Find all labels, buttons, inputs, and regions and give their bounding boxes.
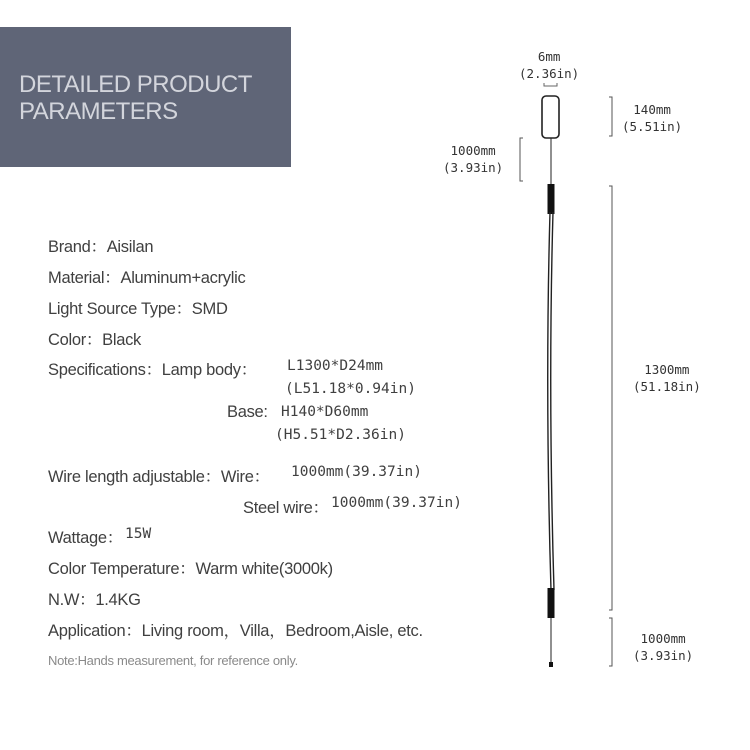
- canopy: [542, 96, 559, 138]
- bottom-wire-label: [633, 630, 693, 664]
- wire-length-mm: 1000mm: [450, 143, 496, 158]
- base-height-label: [622, 101, 682, 135]
- page-title-line2: PARAMETERS: [19, 98, 178, 125]
- base-height-in: (5.51in): [622, 119, 683, 134]
- spec-net-weight: N.W：1.4KG: [48, 591, 141, 609]
- spec-steel-wire-value: 1000mm(39.37in): [331, 495, 462, 511]
- body-length-in: (51.18in): [633, 379, 701, 394]
- spec-application: Application：Living room，Villa，Bedroom,Aisle, etc.: [48, 622, 423, 640]
- wire-length-in: (3.93in): [443, 160, 504, 175]
- spec-base-imperial: (H5.51*D2.36in): [275, 427, 406, 443]
- lamp-body-bottom-cap: [548, 588, 555, 618]
- spec-color-temperature: Color Temperature：Warm white(3000k): [48, 560, 333, 578]
- base-height-mm: 140mm: [633, 102, 671, 117]
- wire-length-label: [443, 142, 503, 176]
- bottom-wire-bracket: [609, 618, 612, 666]
- spec-specifications-label: Specifications：Lamp body：: [48, 361, 257, 379]
- spec-wire-label: Wire length adjustable：Wire：: [48, 468, 270, 486]
- top-width-bracket: [544, 83, 557, 86]
- spec-lamp-body-metric: L1300*D24mm: [287, 358, 384, 374]
- top-width-label: [519, 48, 579, 82]
- spec-wattage-value: 15W: [125, 526, 152, 542]
- footnote: Note:Hands measurement, for reference only.: [48, 653, 298, 668]
- spec-base-metric: H140*D60mm: [281, 404, 369, 420]
- wire-length-bracket: [520, 138, 523, 181]
- spec-color: Color：Black: [48, 331, 141, 349]
- spec-material: Material：Aluminum+acrylic: [48, 269, 246, 287]
- top-width-in: (2.36in): [519, 66, 580, 81]
- body-length-mm: 1300mm: [644, 362, 690, 377]
- top-width-mm: 6mm: [537, 49, 561, 64]
- spec-light-source: Light Source Type：SMD: [48, 300, 228, 318]
- spec-brand: Brand：Aisilan: [48, 238, 154, 256]
- body-length-label: [633, 361, 701, 395]
- bottom-wire-end: [549, 662, 553, 667]
- spec-wire-value: 1000mm(39.37in): [291, 464, 422, 480]
- bottom-wire-mm: 1000mm: [640, 631, 686, 646]
- lamp-body-top-cap: [548, 184, 555, 214]
- spec-base-label: Base:: [227, 403, 268, 421]
- page-title-line1: DETAILED PRODUCT: [19, 71, 252, 98]
- bottom-wire-in: (3.93in): [633, 648, 694, 663]
- spec-steel-wire-label: Steel wire：: [243, 499, 329, 517]
- spec-lamp-body-imperial: (L51.18*0.94in): [285, 381, 416, 397]
- body-length-bracket: [609, 186, 612, 610]
- spec-wattage-label: Wattage：: [48, 529, 123, 547]
- base-height-bracket: [609, 97, 612, 136]
- lamp-body: [548, 212, 554, 590]
